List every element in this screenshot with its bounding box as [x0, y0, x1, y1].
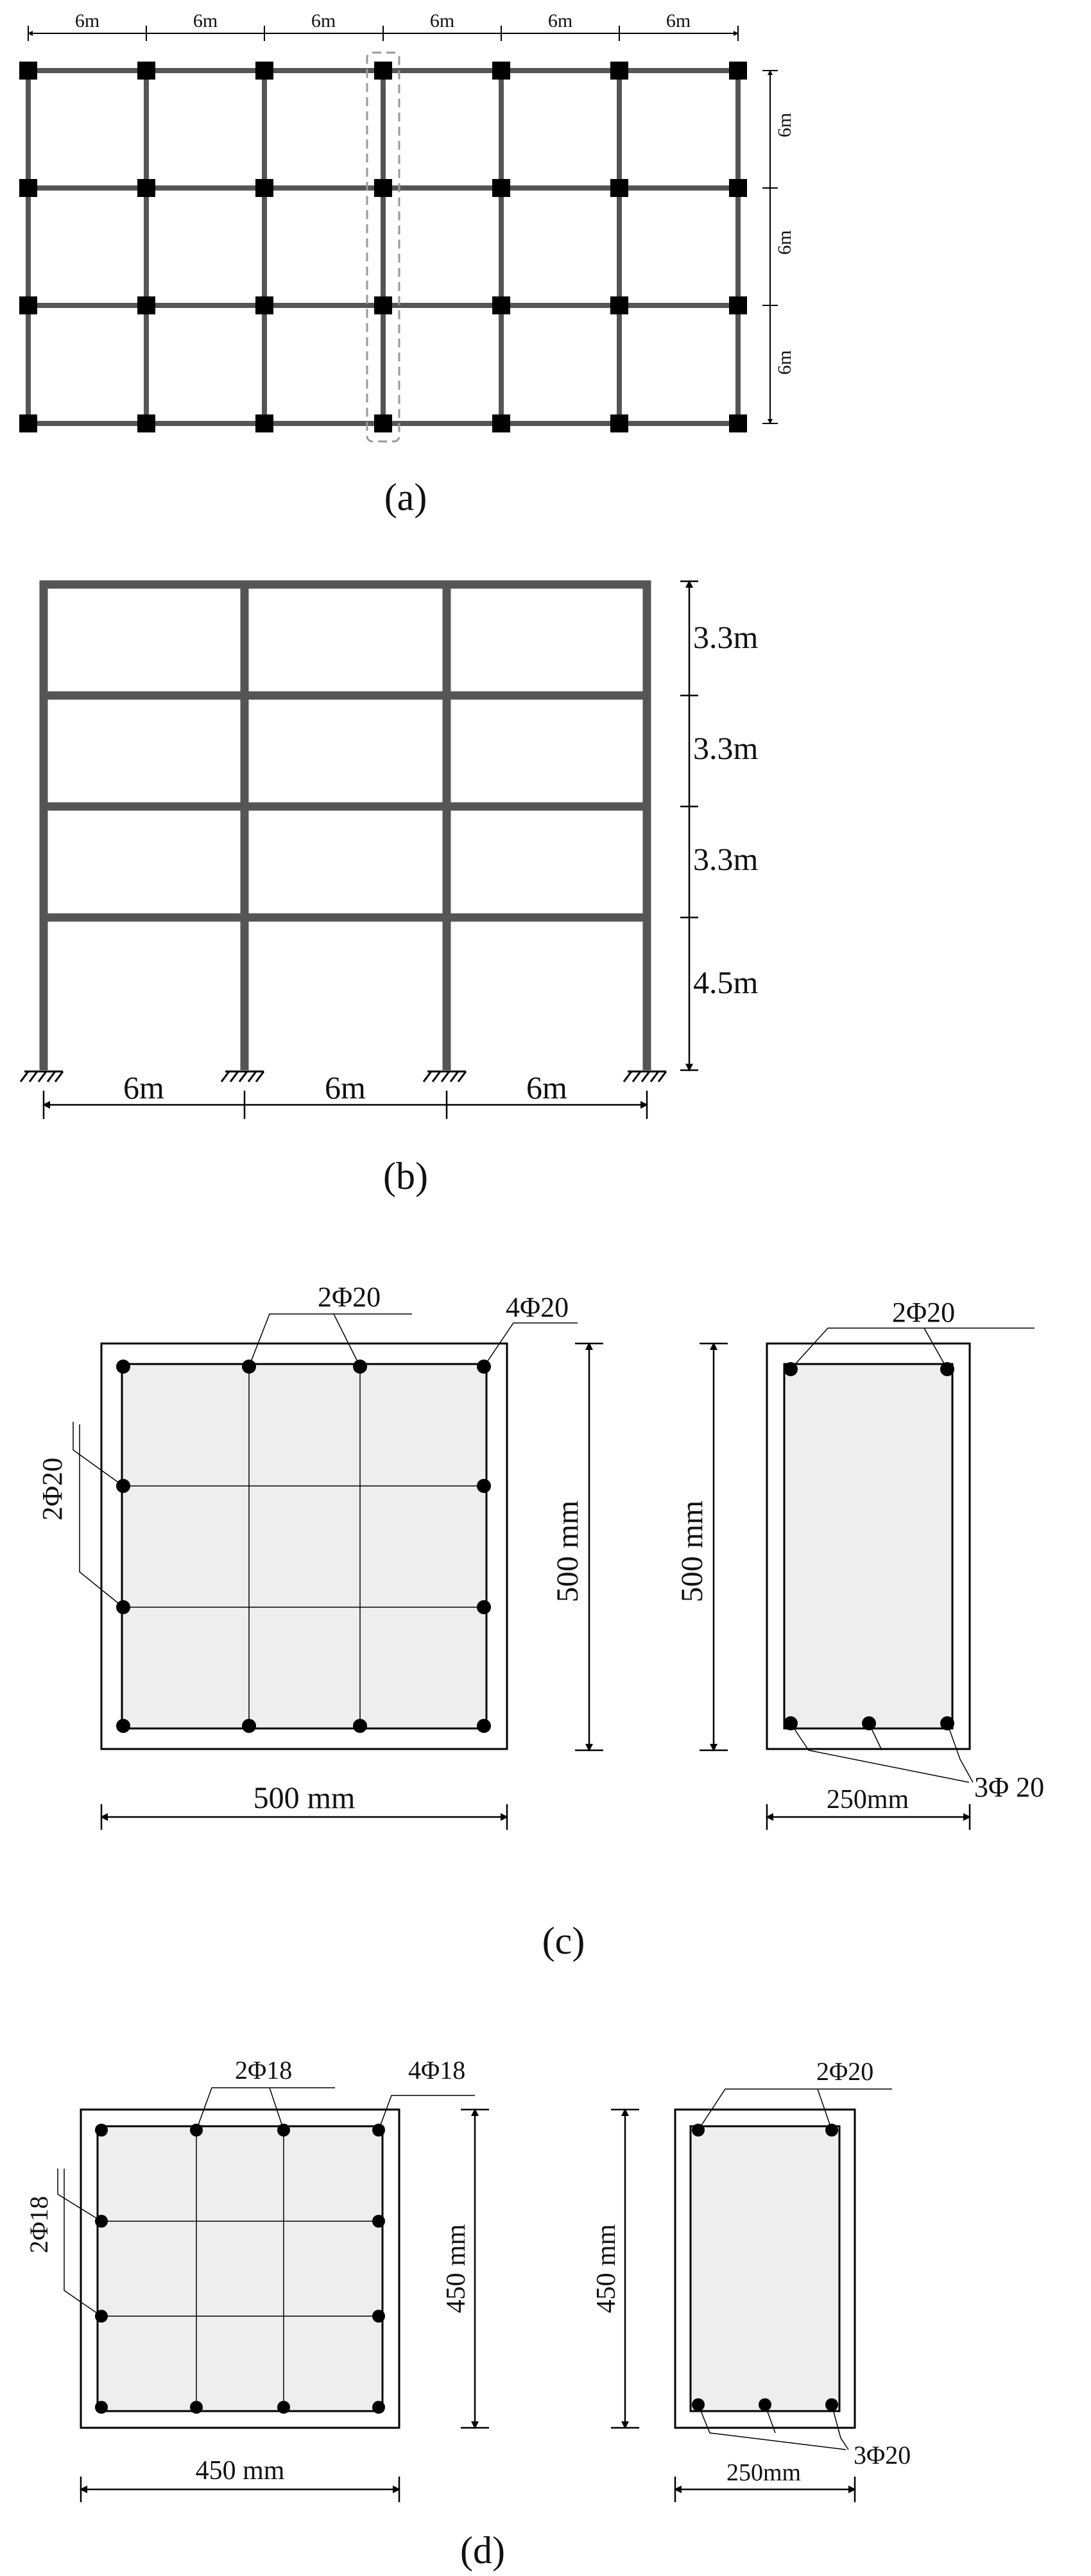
plan-span-label-3: 6m	[774, 350, 795, 375]
beam-c-height-label: 500 mm	[675, 1500, 709, 1603]
column-d-width-label: 450 mm	[195, 2456, 285, 2486]
story-height-label-1: 4.5m	[693, 964, 759, 1000]
story-height-label-2: 3.3m	[693, 841, 759, 877]
column-c-width-label: 500 mm	[253, 1781, 356, 1815]
plan-bay-label-2: 6m	[193, 10, 218, 31]
beam-section-c	[675, 1297, 1044, 1830]
plan-beams	[28, 71, 738, 423]
frame-elevation-b	[21, 581, 759, 1197]
plan-bay-label-4: 6m	[429, 10, 455, 31]
plan-bay-label-6: 6m	[666, 10, 691, 31]
column-section-c	[37, 1281, 603, 1830]
beam-d-height-label: 450 mm	[592, 2224, 621, 2314]
frame-bay-label-3: 6m	[526, 1070, 567, 1105]
beam-c-bottom-bars-label: 3Φ 20	[974, 1771, 1045, 1803]
caption-c: (c)	[542, 1920, 585, 1962]
plan-view-a	[19, 10, 795, 518]
plan-span-label-2: 6m	[774, 230, 795, 255]
column-c-top-bars-label: 2Φ20	[318, 1281, 381, 1313]
column-section-d	[24, 2056, 489, 2502]
column-d-side-bars-label: 2Φ18	[24, 2196, 53, 2253]
beam-c-top-bars-label: 2Φ20	[892, 1297, 956, 1328]
column-c-height-label: 500 mm	[551, 1500, 585, 1603]
frame-members	[40, 581, 651, 1070]
column-d-height-label: 450 mm	[442, 2224, 471, 2314]
column-c-side-bars-label: 2Φ20	[37, 1457, 68, 1521]
beam-d-top-bars-label: 2Φ20	[816, 2057, 874, 2086]
plan-bay-label-3: 6m	[311, 10, 336, 31]
caption-d: (d)	[460, 2529, 505, 2572]
sections-d	[24, 2056, 911, 2572]
frame-bay-label-1: 6m	[123, 1070, 164, 1105]
frame-bay-label-2: 6m	[325, 1070, 366, 1105]
beam-d-width-label: 250mm	[726, 2459, 802, 2486]
column-d-corner-bars-label: 4Φ18	[408, 2056, 466, 2085]
plan-top-dimension	[28, 26, 738, 41]
plan-bay-label-5: 6m	[547, 10, 573, 31]
story-height-label-3: 3.3m	[693, 730, 759, 766]
plan-span-label-1: 6m	[774, 112, 795, 138]
beam-d-bottom-bars-label: 3Φ20	[854, 2441, 911, 2469]
sections-c	[37, 1281, 1044, 1962]
beam-section-d	[592, 2057, 911, 2502]
beam-c-width-label: 250mm	[826, 1785, 909, 1814]
story-height-label-4: 3.3m	[693, 619, 759, 655]
column-d-top-bars-label: 2Φ18	[235, 2056, 293, 2085]
caption-a: (a)	[384, 476, 427, 518]
column-c-corner-bars-label: 4Φ20	[506, 1292, 569, 1323]
plan-bay-label-1: 6m	[74, 10, 100, 31]
caption-b: (b)	[383, 1155, 428, 1197]
